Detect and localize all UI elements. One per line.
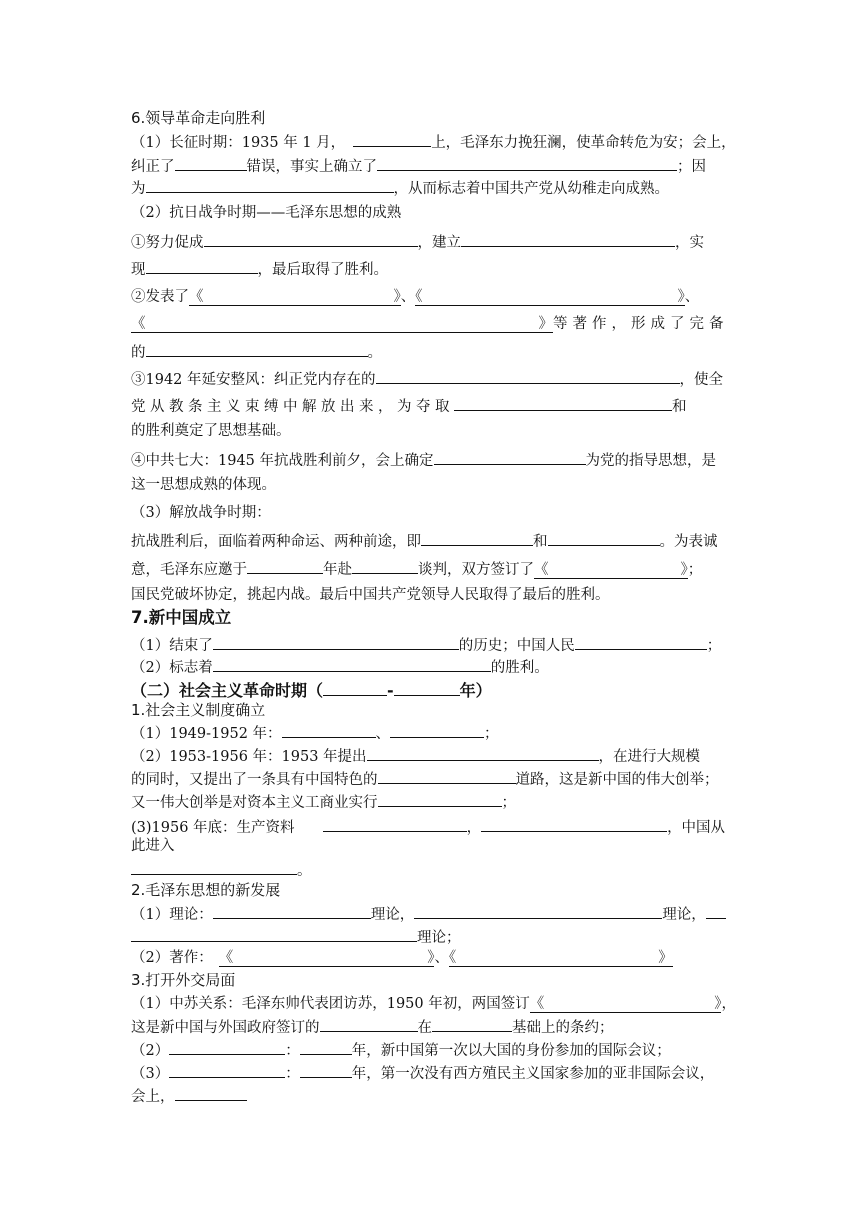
- blank[interactable]: [300, 1062, 352, 1078]
- b1-title: 1.社会主义制度确立: [131, 701, 266, 719]
- blank[interactable]: [432, 1016, 512, 1032]
- blank[interactable]: [204, 231, 418, 247]
- blank[interactable]: [169, 1039, 285, 1055]
- blank[interactable]: [146, 177, 394, 193]
- blank[interactable]: [323, 679, 387, 696]
- p1-line-1: （1）长征时期：1935 年 1 月， 上，毛泽东力挽狂澜，使革命转危为安；会上，: [131, 131, 736, 153]
- blank[interactable]: [378, 791, 502, 807]
- p2-heading: （2）抗日战争时期——毛泽东思想的成熟: [131, 205, 402, 221]
- blank[interactable]: [213, 903, 371, 919]
- blank[interactable]: [320, 1016, 418, 1032]
- item-3-line-2: 党从教条主义束缚中解放出来，为夺取 和: [131, 395, 687, 417]
- b2-line-1: （1）理论： 理论， 理论，: [131, 903, 726, 925]
- blank[interactable]: [394, 679, 460, 696]
- item-1-line-1: ①努力促成 ，建立 ，实: [131, 231, 704, 253]
- item-3-line-1: ③1942 年延安整风：纠正党内存在的 ，使全: [131, 368, 723, 390]
- p3-line-1: 抗战胜利后，面临着两种命运、两种前途，即 和 。为表诚: [131, 530, 718, 552]
- blank[interactable]: [378, 768, 516, 784]
- part-2-title: （二）社会主义革命时期（ - 年）: [131, 681, 492, 700]
- blank[interactable]: [175, 1085, 247, 1101]
- blank[interactable]: [575, 634, 707, 650]
- b3-line-1: （1）中苏关系：毛泽东帅代表团访苏，1950 年初，两国签订《 》，: [131, 996, 736, 1012]
- blank[interactable]: [548, 530, 660, 546]
- b3-line-5: 会上，: [131, 1085, 247, 1107]
- blank[interactable]: [213, 656, 491, 672]
- b1-line-6: 此进入: [131, 838, 175, 854]
- section-7-title: 7.新中国成立: [131, 608, 232, 627]
- blank[interactable]: [390, 722, 484, 738]
- blank[interactable]: [434, 449, 586, 465]
- blank[interactable]: [300, 1039, 352, 1055]
- blank[interactable]: [454, 395, 672, 411]
- item-2-line-3: 的 。: [131, 341, 382, 363]
- item-3-line-3: 的胜利奠定了思想基础。: [131, 423, 291, 439]
- blank[interactable]: [706, 903, 726, 919]
- b1-line-7: 。: [131, 859, 312, 881]
- blank[interactable]: [213, 634, 459, 650]
- blank[interactable]: [146, 341, 368, 357]
- blank[interactable]: [146, 258, 258, 274]
- blank[interactable]: [175, 155, 247, 171]
- b2-line-3: （2）著作： 《 》、《 》: [131, 950, 673, 966]
- blank[interactable]: [352, 558, 418, 574]
- blank[interactable]: [377, 155, 677, 171]
- b1-line-5: (3)1956 年底：生产资料 ， ，中国从: [131, 816, 725, 838]
- s7-line-1: （1）结束了 的历史；中国人民 ；: [131, 634, 721, 656]
- p3-line-2: 意，毛泽东应邀于 年赴 谈判，双方签订了《 》；: [131, 558, 702, 580]
- b1-line-1: （1）1949-1952 年： 、 ；: [131, 722, 499, 744]
- p1-line-2: 纠正了 错误，事实上确立了 ；因: [131, 155, 706, 177]
- blank[interactable]: [131, 859, 297, 875]
- blank[interactable]: [247, 558, 323, 574]
- b2-title: 2.毛泽东思想的新发展: [131, 881, 281, 899]
- blank[interactable]: [376, 368, 680, 384]
- b3-title: 3.打开外交局面: [131, 971, 236, 989]
- blank[interactable]: [461, 231, 675, 247]
- item-2-line-2: 《 》等著作，形成了完备: [131, 316, 729, 332]
- item-1-line-2: 现 ，最后取得了胜利。: [131, 258, 388, 280]
- item-4-line-2: 这一思想成熟的体现。: [131, 477, 276, 493]
- b3-line-3: （2） ： 年，新中国第一次以大国的身份参加的国际会议；: [131, 1039, 671, 1061]
- blank[interactable]: [323, 816, 467, 832]
- p3-line-3: 国民党破坏协定，挑起内战。最后中国共产党领导人民取得了最后的胜利。: [131, 587, 610, 603]
- blank[interactable]: [421, 530, 533, 546]
- p1-line-3: 为 ，从而标志着中国共产党从幼稚走向成熟。: [131, 177, 669, 199]
- blank[interactable]: [481, 816, 667, 832]
- blank[interactable]: [353, 131, 431, 147]
- b3-line-2: 这是新中国与外国政府签订的 在 基础上的条约；: [131, 1016, 614, 1038]
- s7-line-2: （2）标志着 的胜利。: [131, 656, 549, 678]
- item-4-line-1: ④中共七大：1945 年抗战胜利前夕，会上确定 为党的指导思想，是: [131, 449, 716, 471]
- b1-line-3: 的同时，又提出了一条具有中国特色的 道路，这是新中国的伟大创举；: [131, 768, 719, 790]
- blank[interactable]: [414, 903, 662, 919]
- blank[interactable]: [131, 926, 417, 942]
- blank[interactable]: [169, 1062, 285, 1078]
- b2-line-2: 理论；: [131, 926, 461, 948]
- p3-heading: （3）解放战争时期：: [131, 505, 271, 521]
- section-6-title: 6.领导革命走向胜利: [131, 109, 266, 127]
- b1-line-2: （2）1953-1956 年：1953 年提出 ，在进行大规模: [131, 745, 700, 767]
- blank[interactable]: [367, 745, 599, 761]
- b1-line-4: 又一伟大创举是对资本主义工商业实行 ；: [131, 791, 516, 813]
- blank[interactable]: [282, 722, 376, 738]
- b3-line-4: （3） ： 年，第一次没有西方殖民主义国家参加的亚非国际会议，: [131, 1062, 714, 1084]
- item-2-line-1: ②发表了《 》、《 》、: [131, 289, 700, 305]
